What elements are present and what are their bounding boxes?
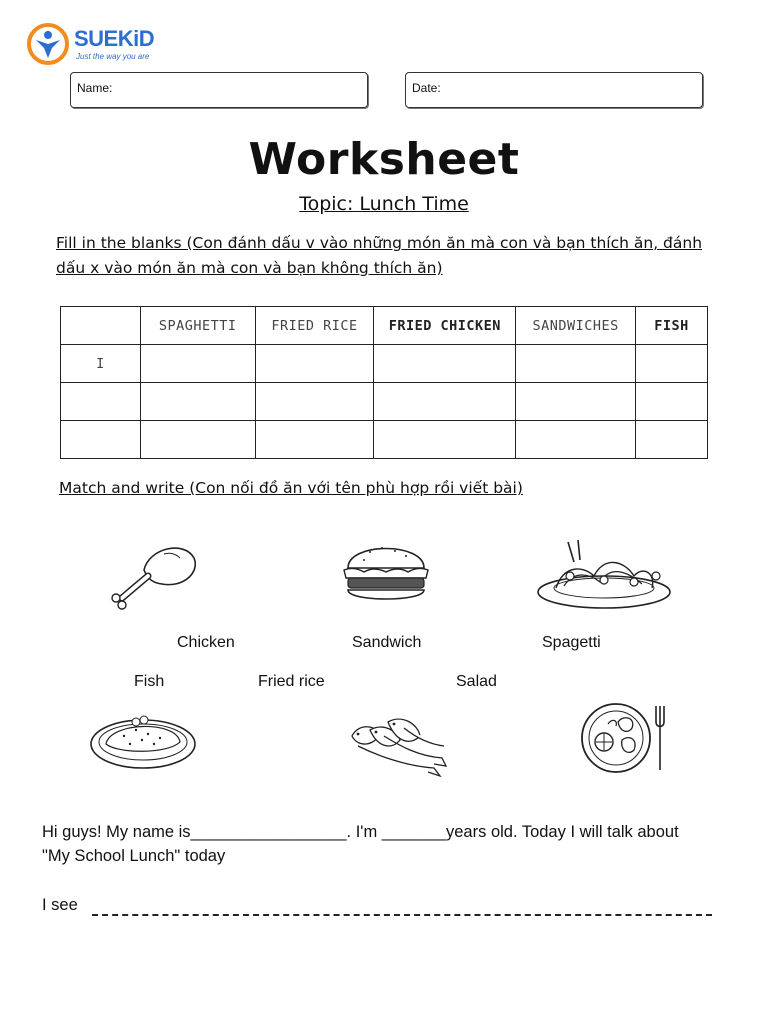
table-cell: I [61, 345, 141, 383]
sandwich-icon [340, 538, 432, 608]
table-cell[interactable] [636, 383, 708, 421]
table-cell[interactable] [374, 383, 516, 421]
topic-heading: Topic: Lunch Time [299, 193, 469, 215]
table-cell[interactable] [516, 421, 636, 459]
word-spagetti: Spagetti [542, 634, 601, 651]
table-cell[interactable] [516, 345, 636, 383]
table-cell[interactable] [374, 345, 516, 383]
logo-tagline: Just the way you are [76, 52, 150, 61]
chicken-leg-icon [104, 540, 200, 610]
table-row [61, 345, 708, 383]
spaghetti-icon [534, 536, 674, 612]
salad-icon [578, 700, 674, 776]
logo-emblem-icon [26, 22, 70, 66]
table-cell[interactable] [255, 421, 374, 459]
table-cell[interactable] [516, 383, 636, 421]
match-write-instruction: Match and write (Con nối đồ ăn với tên phù hợp rồi viết bài) [59, 479, 523, 497]
table-row [61, 383, 708, 421]
food-preference-table [60, 306, 708, 459]
table-cell[interactable] [255, 383, 374, 421]
word-sandwich: Sandwich [352, 634, 422, 651]
word-salad: Salad [456, 673, 497, 690]
table-cell[interactable] [255, 345, 374, 383]
table-header-cell: FISH [636, 307, 708, 345]
word-fish: Fish [134, 673, 165, 690]
logo-brand-text: SUEKiD [74, 26, 155, 51]
date-field[interactable] [405, 72, 703, 108]
fish-icon [344, 706, 450, 782]
table-cell[interactable] [61, 421, 141, 459]
i-see-label: I see [42, 896, 78, 914]
i-see-answer-line[interactable] [92, 914, 712, 916]
table-header-cell: FRIED RICE [255, 307, 374, 345]
table-cell[interactable] [140, 383, 255, 421]
table-cell[interactable] [374, 421, 516, 459]
table-cell[interactable] [636, 345, 708, 383]
table-header-row [61, 307, 708, 345]
intro-paragraph: Hi guys! My name is_________________. I'm _______years old. Today I will talk about "My School Lunch" today [42, 823, 679, 865]
suekid-logo [26, 22, 176, 68]
table-header-cell [61, 307, 141, 345]
table-cell[interactable] [636, 421, 708, 459]
table-header-cell: FRIED CHICKEN [374, 307, 516, 345]
name-field[interactable] [70, 72, 368, 108]
table-header-cell: SANDWICHES [516, 307, 636, 345]
table-cell[interactable] [140, 345, 255, 383]
table-header-cell: SPAGHETTI [140, 307, 255, 345]
table-cell[interactable] [140, 421, 255, 459]
worksheet-title: Worksheet [248, 134, 520, 185]
table-row [61, 421, 708, 459]
word-chicken: Chicken [177, 634, 235, 651]
word-fried-rice: Fried rice [258, 673, 325, 690]
fried-rice-icon [88, 708, 198, 772]
date-label: Date: [412, 81, 441, 95]
table-cell[interactable] [61, 383, 141, 421]
name-label: Name: [77, 81, 113, 95]
fill-blanks-instruction: Fill in the blanks (Con đánh dấu v vào những món ăn mà con và bạn thích ăn, đánh dấu x vào món ăn mà con và bạn không thích ăn) [56, 234, 703, 277]
